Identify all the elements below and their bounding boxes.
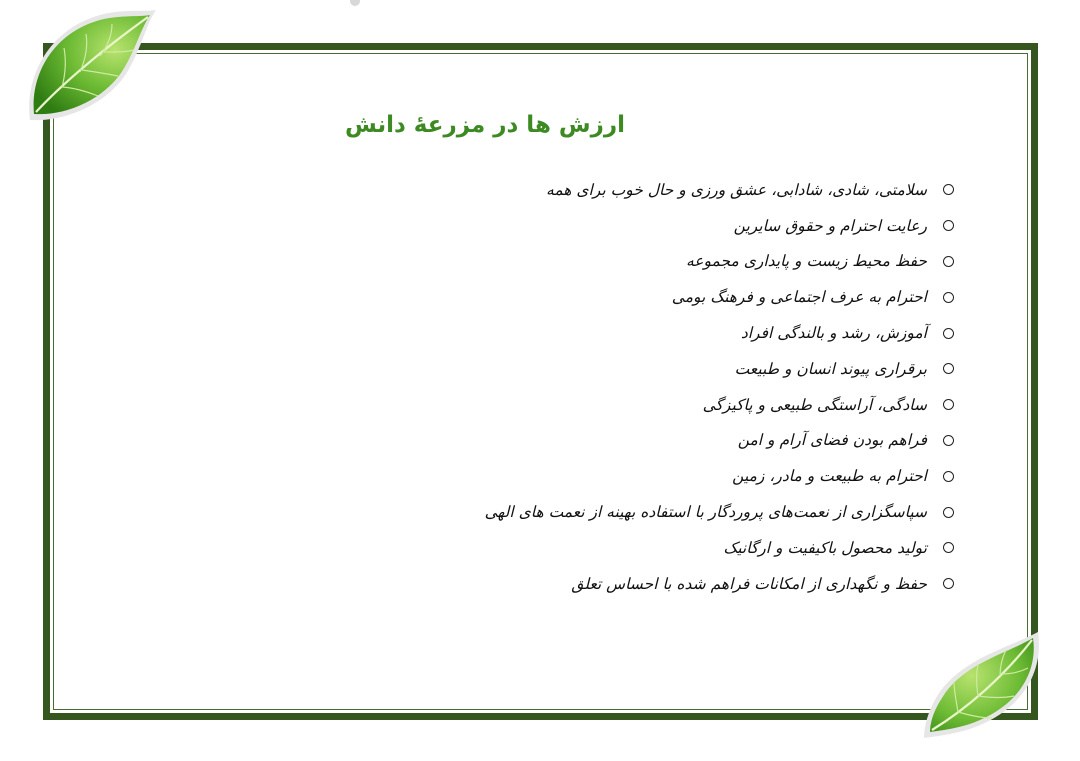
- list-item: [430, 244, 960, 280]
- list-item-text: احترام به طبیعت و مادر، زمین: [732, 467, 927, 486]
- list-item-text: برقراری پیوند انسان و طبیعت: [734, 359, 927, 378]
- list-item: [430, 458, 960, 494]
- list-item-text: حفظ محیط زیست و پایداری مجموعه: [685, 252, 927, 271]
- leaf-icon: [918, 628, 1048, 744]
- leaf-icon: [22, 4, 162, 128]
- list-item-text: سپاسگزاری از نعمت‌های پروردگار با استفاده بهینه از نعمت های الهی: [484, 503, 927, 522]
- circle-bullet-icon: [943, 220, 954, 231]
- list-item: [430, 530, 960, 566]
- decorative-dot: [350, 0, 360, 6]
- list-item-text: احترام به عرف اجتماعی و فرهنگ بومی: [671, 288, 927, 307]
- circle-bullet-icon: [943, 435, 954, 446]
- list-item: [430, 172, 960, 208]
- circle-bullet-icon: [943, 292, 954, 303]
- circle-bullet-icon: [943, 184, 954, 195]
- list-item-text: تولید محصول باکیفیت و ارگانیک: [723, 538, 927, 557]
- circle-bullet-icon: [943, 578, 954, 589]
- circle-bullet-icon: [943, 363, 954, 374]
- list-item: [430, 315, 960, 351]
- list-item: [430, 279, 960, 315]
- list-item: [430, 494, 960, 530]
- list-item-text: رعایت احترام و حقوق سایرین: [733, 216, 927, 235]
- circle-bullet-icon: [943, 542, 954, 553]
- list-item-text: سلامتی، شادی، شادابی، عشق ورزی و حال خوب برای همه: [546, 180, 927, 199]
- list-item-text: آموزش، رشد و بالندگی افراد: [740, 324, 927, 343]
- list-item-text: حفظ و نگهداری از امکانات فراهم شده با احساس تعلق: [571, 574, 927, 593]
- values-list: [430, 172, 960, 602]
- list-item: [430, 208, 960, 244]
- page-title: ارزش ها در مزرعهٔ دانش: [344, 112, 625, 138]
- list-item: [430, 351, 960, 387]
- list-item-text: سادگی، آراستگی طبیعی و پاکیزگی: [702, 395, 927, 414]
- list-item: [430, 566, 960, 602]
- list-item-text: فراهم بودن فضای آرام و امن: [737, 431, 927, 450]
- circle-bullet-icon: [943, 507, 954, 518]
- circle-bullet-icon: [943, 328, 954, 339]
- circle-bullet-icon: [943, 399, 954, 410]
- list-item: [430, 423, 960, 459]
- circle-bullet-icon: [943, 256, 954, 267]
- circle-bullet-icon: [943, 471, 954, 482]
- list-item: [430, 387, 960, 423]
